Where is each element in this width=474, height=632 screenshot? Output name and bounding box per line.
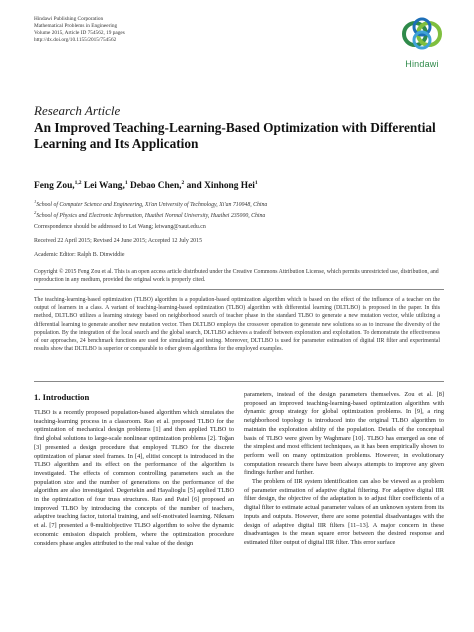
author-name: Lei Wang,	[83, 181, 125, 192]
author-name: Feng Zou,	[34, 181, 75, 192]
affiliation-text: School of Computer Science and Engineering, Xi'an University of Technology, Xi'an 710048, China	[36, 201, 268, 208]
author-name: and Xinhong Hei	[186, 181, 255, 192]
hindawi-logo	[394, 16, 450, 69]
affiliation-sup: 2	[34, 210, 37, 216]
author-affil-sup: 1	[124, 180, 128, 186]
divider	[34, 381, 444, 382]
author-affil-sup: 2	[181, 180, 185, 186]
journal-header	[34, 16, 125, 44]
paragraph: parameters, instead of the design parameters themselves. Zou et al. [8] proposed an improved teaching-learning-based optimization algorithm with dynamic group strategy for global optimization problems. In [9], a ring neighborhood topology is introduced into the original TLBO algorithm to maintain the exploration ability of the population. Details of the conceptual basis of TLBO were given by Waghmare [10]. TLBO has emerged as one of the simplest and most efficient techniques, as it has been empirically shown to perform well on many optimization problems. However, in evolutionary computation research there have been always attempts to improve any given findings further and further.	[244, 391, 444, 477]
doi-link[interactable]: http://dx.doi.org/10.1155/2015/754562	[34, 37, 117, 43]
header-line: Volume 2015, Article ID 754562, 19 pages	[34, 30, 125, 36]
article-type: Research Article	[34, 103, 121, 118]
affiliation	[34, 198, 267, 209]
abstract: The teaching-learning-based optimization (TLBO) algorithm is a population-based optimization algorithm which is based on the effect of the influence of a teacher on the output of learners in a class. A variant of teaching-learning-based optimization (TLBO) algorithm with differential learning (DLTLBO) is proposed in the paper. In this method, DLTLBO utilizes a learning strategy based on neighborhood search of teacher phase in the standard TLBO to generate a new mutation vector, while utilizing a differential learning to generate another new mutation vector. Then DLTLBO employs the crossover operation to generate new solutions so as to increase the diversity of the population. By the integration of the local search and the global search, DLTLBO achieves a tradeoff between exploration and exploitation. To demonstrate the effectiveness of our approaches, 24 benchmark functions are used for simulating and testing. Moreover, DLTLBO is used for parameter estimation of digital IIR filter and experimental results show that DLTLBO is superior or comparable to other given algorithms for the employed examples.	[34, 297, 440, 353]
header-line: Hindawi Publishing Corporation	[34, 16, 104, 22]
section-heading: 1. Introduction	[34, 392, 90, 402]
header-line: Mathematical Problems in Engineering	[34, 23, 118, 29]
copyright-notice: Copyright © 2015 Feng Zou et al. This is an open access article distributed under the Creative Commons Attribution License, which permits unrestricted use, distribution, and reproduction in any medium, provided the original work is properly cited.	[34, 269, 439, 283]
right-column	[244, 391, 444, 548]
author-affil-sup: 1,2	[74, 180, 82, 186]
divider	[34, 289, 444, 290]
author-affil-sup: 1	[254, 180, 258, 186]
hindawi-logo-icon	[394, 16, 450, 56]
paragraph: TLBO is a recently proposed population-based algorithm which simulates the teaching-learning process in a classroom. Rao et al. proposed TLBO for the optimization of mechanical design problems [1] and then applied TLBO to find global solutions to large-scale nonlinear optimization problems [2]. Toğan [3] presented a design procedure that employed TLBO for the discrete optimization of planar steel frames. In [4], elitist concept is introduced in the TLBO algorithm and its effect on the performance of the algorithm is investigated. The effects of common controlling parameters such as the population size and the number of generations on the performance of the algorithm are also investigated. Degertekin and Hayalioglu [5] applied TLBO in the optimization of four truss structures. Rao and Patel [6] proposed an improved TLBO by introducing the concepts of the number of teachers, adaptive teaching factor, tutorial training, and self-motivated learning. Niknam et al. [7] presented a θ-multiobjective TLBO algorithm to solve the dynamic economic emission dispatch problem, where the optimization procedure considers phase angles attributed to the real value of the design	[34, 409, 234, 547]
left-column	[34, 409, 234, 548]
affiliation-sup: 1	[34, 199, 37, 204]
article-title: An Improved Teaching-Learning-Based Optimization with Differential Learning and Its Application	[34, 120, 436, 151]
affiliation	[34, 209, 267, 220]
author-list	[34, 180, 258, 191]
author-name: Debao Chen,	[129, 181, 182, 192]
affiliations	[34, 198, 267, 221]
affiliation-text: School of Physics and Electronic Information, Huaibei Normal University, Huaibei 235000, China	[36, 213, 266, 220]
academic-editor: Academic Editor: Ralph B. Dinwiddie	[34, 252, 125, 258]
dates: Received 22 April 2015; Revised 24 June 2015; Accepted 12 July 2015	[34, 238, 203, 244]
paragraph: The problem of IIR system identification can also be viewed as a problem of parameter estimation of adaptive digital filtering. For adaptive digital IIR filter design, the objective of the adaptation is to adjust filter coefficients of a digital filter to estimate actual parameter values of an unknown system from its inputs and outputs. However, there are some potential disadvantages with the design of adaptive digital IIR filters [11–13]. A major concern in these disadvantages is the mean square error between the desired response and estimated filter output of digital IIR filter. This error surface	[244, 478, 444, 546]
correspondence: Correspondence should be addressed to Lei Wang; leiwang@xaut.edu.cn	[34, 224, 206, 230]
logo-text: Hindawi	[405, 59, 439, 69]
